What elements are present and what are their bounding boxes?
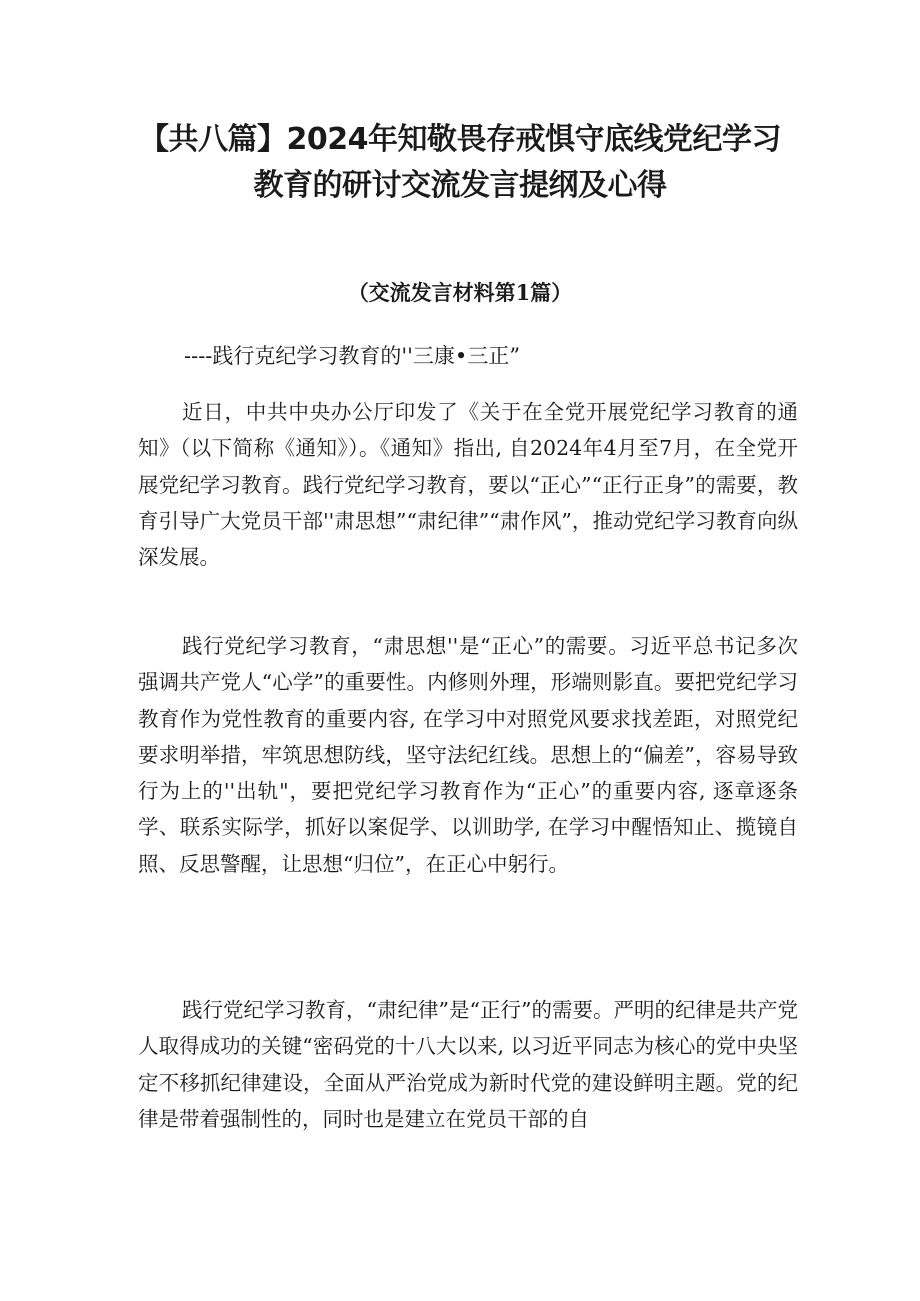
speech-tagline: ----践行克纪学习教育的''三康•三正” <box>184 344 521 368</box>
body-paragraph-2: 践行党纪学习教育，“肃思想''是“正心”的需要。习近平总书记多次强调共产党人“心学”的重要性。内修则外理，形端则影直。要把党纪学习教育作为党性教育的重要内容, 在学习中对照党风要求找差距，对照党纪要求明举措，牢筑思想防线，坚守法纪红线。思想上的“偏差”，容易导致行为上的''出轨"，要把党纪学习教育作为“正心”的重要内容, 逐章逐条学、联系实际学，抓好以案促学、以训助学, 在学习中醒悟知止、揽镜自照、反思警醒，让思想“归位”，在正心中躬行。 <box>138 634 798 876</box>
body-paragraph-1: 近日，中共中央办公厅印发了《关于在全党开展党纪学习教育的通知》（以下简称《通知》）。《通知》指出, 自2024年4月至7月，在全党开展党纪学习教育。践行党纪学习教育，要以“正心”“正行正身”的需要，教育引导广大党员干部''肃思想”“肃纪律”“肃作风”，推动党纪学习教育向纵深发展。 <box>138 400 798 570</box>
body-paragraph-3: 践行党纪学习教育，“肃纪律”是“正行”的需要。严明的纪律是共产党人取得成功的关键“密码党的十八大以来, 以习近平同志为核心的党中央坚定不移抓纪律建设，全面从严治党成为新时代党的建设鲜明主题。党的纪律是带着强制性的，同时也是建立在党员干部的自 <box>138 998 798 1131</box>
section-heading: （交流发言材料第1篇） <box>347 280 573 305</box>
document-title: 【共八篇】2024年知敬畏存戒惧守底线党纪学习教育的研讨交流发言提纲及心得 <box>139 122 781 203</box>
